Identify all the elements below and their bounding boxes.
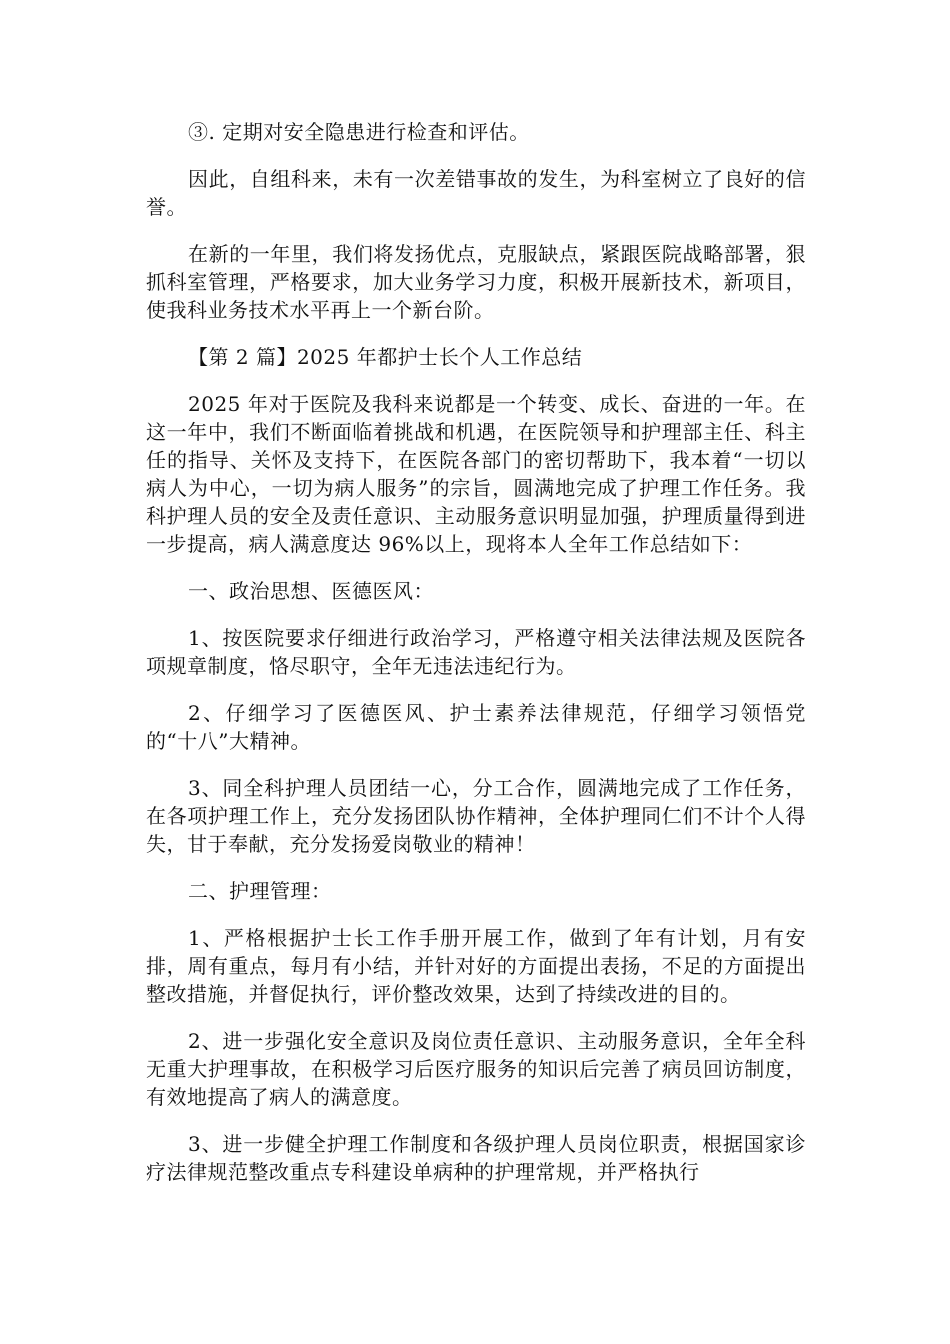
document-body bbox=[146, 118, 806, 1205]
paragraph-safety-check: ③. 定期对安全隐患进行检查和评估。 bbox=[188, 120, 530, 144]
paragraph-reputation: 因此，自组科来，未有一次差错事故的发生，为科室树立了良好的信誉。 bbox=[146, 167, 806, 219]
list-item-politics-2: 2、仔细学习了医德医风、护士素养法律规范，仔细学习领悟党的“十八”大精神。 bbox=[146, 701, 806, 753]
list-item-management-1: 1、严格根据护士长工作手册开展工作，做到了年有计划，月有安排，周有重点，每月有小结，并针对好的方面提出表扬，不足的方面提出整改措施，并督促执行，评价整改效果，达到了持续改进的目的。 bbox=[146, 926, 806, 1006]
list-item-politics-3: 3、同全科护理人员团结一心，分工合作，圆满地完成了工作任务，在各项护理工作上，充分发扬团队协作精神，全体护理同仁们不计个人得失，甘于奉献，充分发扬爱岗敬业的精神！ bbox=[146, 776, 806, 856]
paragraph-year-overview: 2025 年对于医院及我科来说都是一个转变、成长、奋进的一年。在这一年中，我们不断面临着挑战和机遇，在医院领导和护理部主任、科主任的指导、关怀及支持下，在医院各部门的密切帮助下，我本着“一切以病人为中心，一切为病人服务”的宗旨，圆满地完成了护理工作任务。我科护理人员的安全及责任意识、主动服务意识明显加强，护理质量得到进一步提高，病人满意度达 96%以上，现将本人全年工作总结如下： bbox=[146, 392, 806, 556]
list-item-politics-1: 1、按医院要求仔细进行政治学习，严格遵守相关法律法规及医院各项规章制度，恪尽职守，全年无违法违纪行为。 bbox=[146, 626, 806, 678]
section-heading-politics-ethics: 一、政治思想、医德医风： bbox=[188, 579, 434, 603]
list-item-management-2: 2、进一步强化安全意识及岗位责任意识、主动服务意识，全年全科无重大护理事故，在积极学习后医疗服务的知识后完善了病员回访制度，有效地提高了病人的满意度。 bbox=[146, 1029, 806, 1109]
section-title-part-2: 【第 2 篇】2025 年都护士长个人工作总结 bbox=[188, 345, 583, 369]
section-heading-nursing-management: 二、护理管理： bbox=[188, 879, 332, 903]
paragraph-new-year-plan: 在新的一年里，我们将发扬优点，克服缺点，紧跟医院战略部署，狠抓科室管理，严格要求，加大业务学习力度，积极开展新技术，新项目，使我科业务技术水平再上一个新台阶。 bbox=[146, 242, 806, 322]
list-item-management-3: 3、进一步健全护理工作制度和各级护理人员岗位职责，根据国家诊疗法律规范整改重点专科建设单病种的护理常规，并严格执行 bbox=[146, 1132, 806, 1184]
